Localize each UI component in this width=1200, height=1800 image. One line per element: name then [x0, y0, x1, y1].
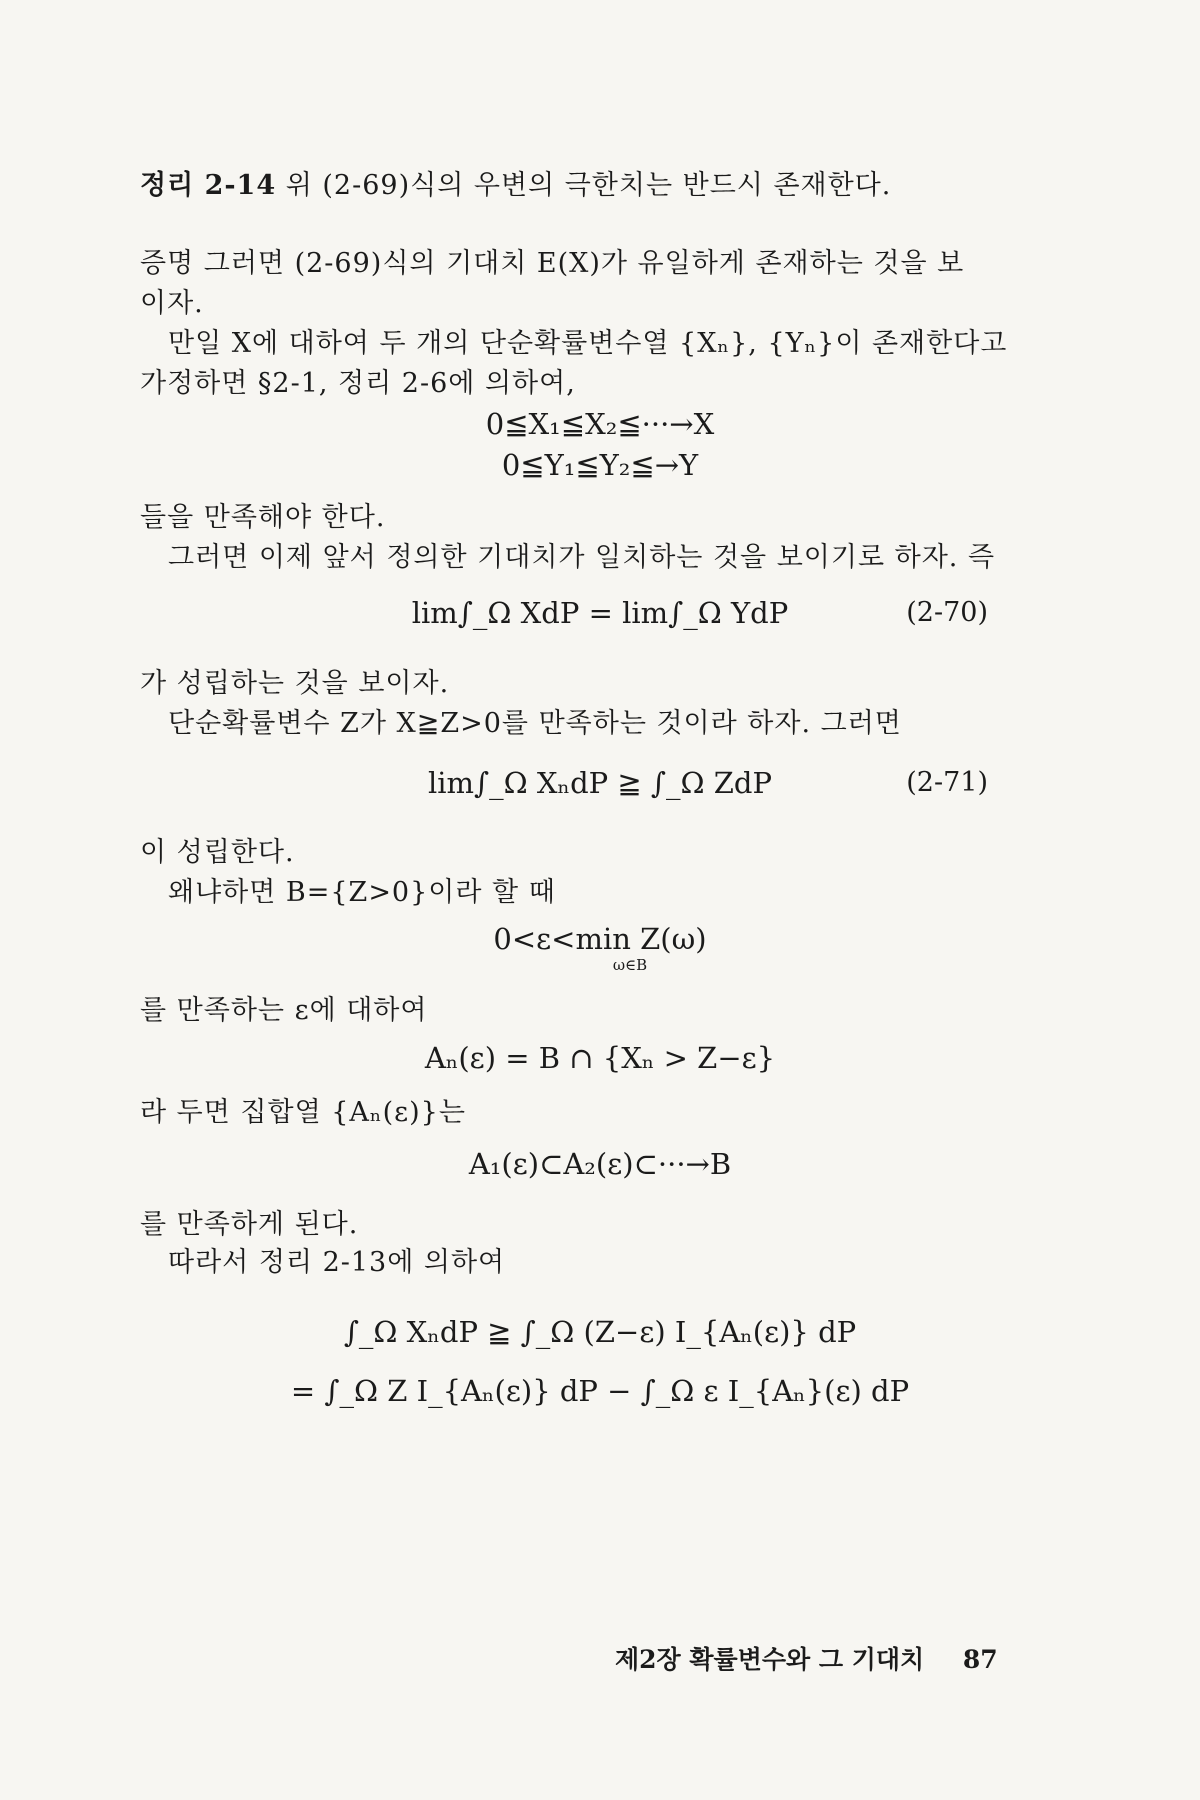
body-text-9: 를 만족하게 된다.: [140, 1209, 359, 1240]
proof-line-1: [140, 246, 964, 282]
proof-label: 증명: [140, 248, 195, 279]
equation-2-71: lim∫_Ω XₙdP ≧ ∫_Ω ZdP: [427, 766, 773, 800]
footer-chapter: 제2장 확률변수와 그 기대치: [615, 1645, 925, 1674]
body-text-5: 이 성립한다.: [140, 837, 295, 868]
equation-set-def: Aₙ(ε) = B ∩ {Xₙ > Z−ε}: [424, 1041, 776, 1075]
page-number: 87: [962, 1645, 998, 1674]
proof-line-4: 가정하면 §2-1, 정리 2-6에 의하여,: [140, 368, 576, 399]
theorem-label: 정리 2-14: [140, 170, 277, 201]
equation-number-2-71: (2-71): [906, 767, 988, 798]
theorem-line: [140, 168, 891, 204]
equation-2-70: lim∫_Ω XdP = lim∫_Ω YdP: [411, 596, 789, 630]
equation-seq-y: 0≦Y₁≦Y₂≦→Y: [501, 448, 699, 482]
equation-eps-range-subscript: ω∈B: [612, 956, 648, 974]
body-text-3: 가 성립하는 것을 보이자.: [140, 668, 450, 699]
page-footer: [615, 1640, 998, 1676]
theorem-text: 위 (2-69)식의 우변의 극한치는 반드시 존재한다.: [285, 170, 892, 201]
proof-line-3: 만일 X에 대하여 두 개의 단순확률변수열 {Xₙ}, {Yₙ}이 존재한다고: [168, 328, 1008, 359]
equation-integral-1: ∫_Ω XₙdP ≧ ∫_Ω (Z−ε) I_{Aₙ(ε)} dP: [343, 1315, 857, 1349]
body-text-4: 단순확률변수 Z가 X≧Z>0를 만족하는 것이라 하자. 그러면: [168, 708, 902, 739]
body-text-1: 들을 만족해야 한다.: [140, 502, 386, 533]
proof-line-2: 이자.: [140, 288, 204, 319]
body-text-6: 왜냐하면 B={Z>0}이라 할 때: [168, 877, 556, 908]
equation-seq-x: 0≦X₁≦X₂≦···→X: [485, 407, 715, 441]
equation-set-chain: A₁(ε)⊂A₂(ε)⊂···→B: [468, 1147, 732, 1181]
body-text-7: 를 만족하는 ε에 대하여: [140, 995, 428, 1026]
body-text-2: 그러면 이제 앞서 정의한 기대치가 일치하는 것을 보이기로 하자. 즉: [168, 542, 996, 573]
body-text-10: 따라서 정리 2-13에 의하여: [168, 1247, 506, 1278]
proof-text-1: 그러면 (2-69)식의 기대치 E(X)가 유일하게 존재하는 것을 보: [203, 248, 965, 279]
equation-eps-range: 0<ε<min Z(ω): [493, 922, 707, 956]
body-text-8: 라 두면 집합열 {Aₙ(ε)}는: [140, 1097, 466, 1128]
equation-number-2-70: (2-70): [906, 597, 988, 628]
equation-integral-2: = ∫_Ω Z I_{Aₙ(ε)} dP − ∫_Ω ε I_{Aₙ}(ε) dP: [290, 1374, 910, 1408]
